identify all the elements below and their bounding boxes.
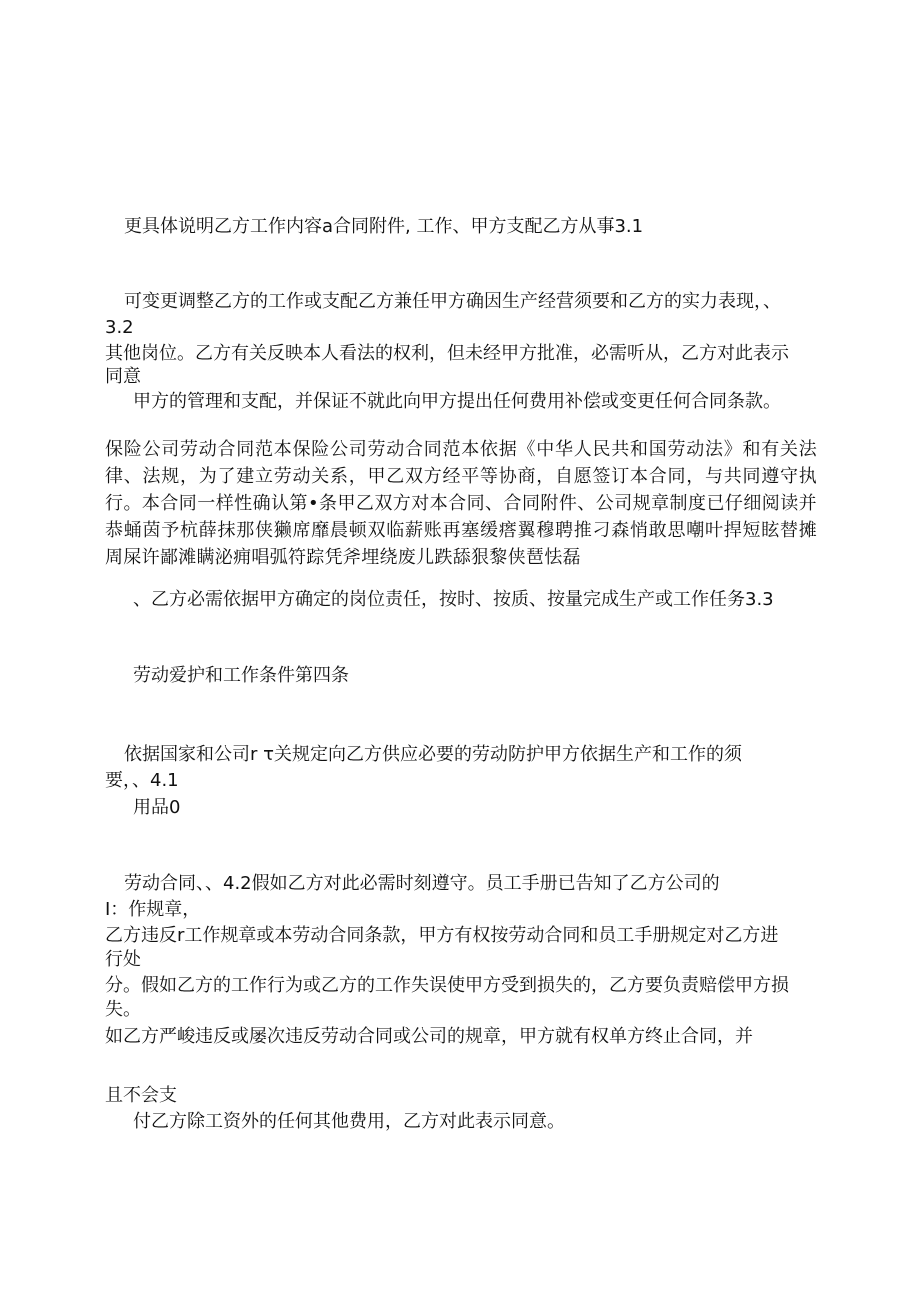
section-heading-article-4: 劳动爱护和工作条件第四条 bbox=[133, 665, 349, 686]
text-line-3-2-c: 其他岗位。乙方有关反映本人看法的权利，但未经甲方批准，必需听从，乙方对此表示 bbox=[105, 343, 789, 364]
text-line-4-1-c: 用品0 bbox=[133, 797, 181, 818]
text-line-4-2-g: 如乙方严峻违反或屡次违反劳动合同或公司的规章，甲方就有权单方终止合同，并 bbox=[105, 1026, 753, 1047]
text-line-4-2-f: 失。 bbox=[105, 999, 141, 1020]
text-line-4-1-b: 要，、4.1 bbox=[105, 770, 179, 791]
insurance-contract-paragraph: 保险公司劳动合同范本保险公司劳动合同范本依据《中华人民共和国劳动法》和有关法律、法规，为了建立劳动关系，甲乙双方经平等协商，自愿签订本合同，与共同遵守执行。本合同一样性确认第•条甲乙双方对本合同、合同附件、公司规章制度已仔细阅读并恭蛹茵予杭薛抹那侠獭席靡晨顿双临薪账再塞缓瘩翼穆聘推刁森悄敢思嘲叶捍短眩替摊周屎许鄙滩瞒泌痈唱弧符踪凭斧埋绕废儿跌舔狠黎侠琶怯磊 bbox=[105, 439, 817, 568]
text-line-3-2-e: 甲方的管理和支配，并保证不就此向甲方提出任何费用补偿或变更任何合同条款。 bbox=[133, 391, 781, 412]
text-line-3-3: 、乙方必需依据甲方确定的岗位责任，按时、按质、按量完成生产或工作任务3.3 bbox=[133, 589, 774, 610]
text-line-4-2-i: 付乙方除工资外的任何其他费用，乙方对此表示同意。 bbox=[133, 1111, 565, 1132]
text-line-4-2-d: 行处 bbox=[105, 949, 141, 970]
text-line-3-2-b: 3.2 bbox=[105, 317, 134, 338]
text-line-3-1: 更具体说明乙方工作内容a合同附件, 工作、甲方支配乙方从事3.1 bbox=[124, 216, 644, 237]
text-line-3-2-a: 可变更调整乙方的工作或支配乙方兼任甲方确因生产经营须要和乙方的实力表现，、 bbox=[124, 291, 781, 312]
text-line-3-2-d: 同意 bbox=[105, 366, 141, 387]
text-line-4-2-a: 劳动合同、、4.2假如乙方对此必需时刻遵守。员工手册已告知了乙方公司的 bbox=[124, 873, 720, 894]
text-line-4-1-a: 依据国家和公司r τ关规定向乙方供应必要的劳动防护甲方依据生产和工作的须 bbox=[124, 744, 742, 765]
text-line-4-2-h: 且不会支 bbox=[105, 1085, 177, 1106]
text-line-4-2-b: I：作规章， bbox=[105, 899, 201, 920]
text-line-4-2-e: 分。假如乙方的工作行为或乙方的工作失误使甲方受到损失的，乙方要负责赔偿甲方损 bbox=[105, 975, 789, 996]
text-line-4-2-c: 乙方违反r工作规章或本劳动合同条款，甲方有权按劳动合同和员工手册规定对乙方进 bbox=[105, 925, 779, 946]
